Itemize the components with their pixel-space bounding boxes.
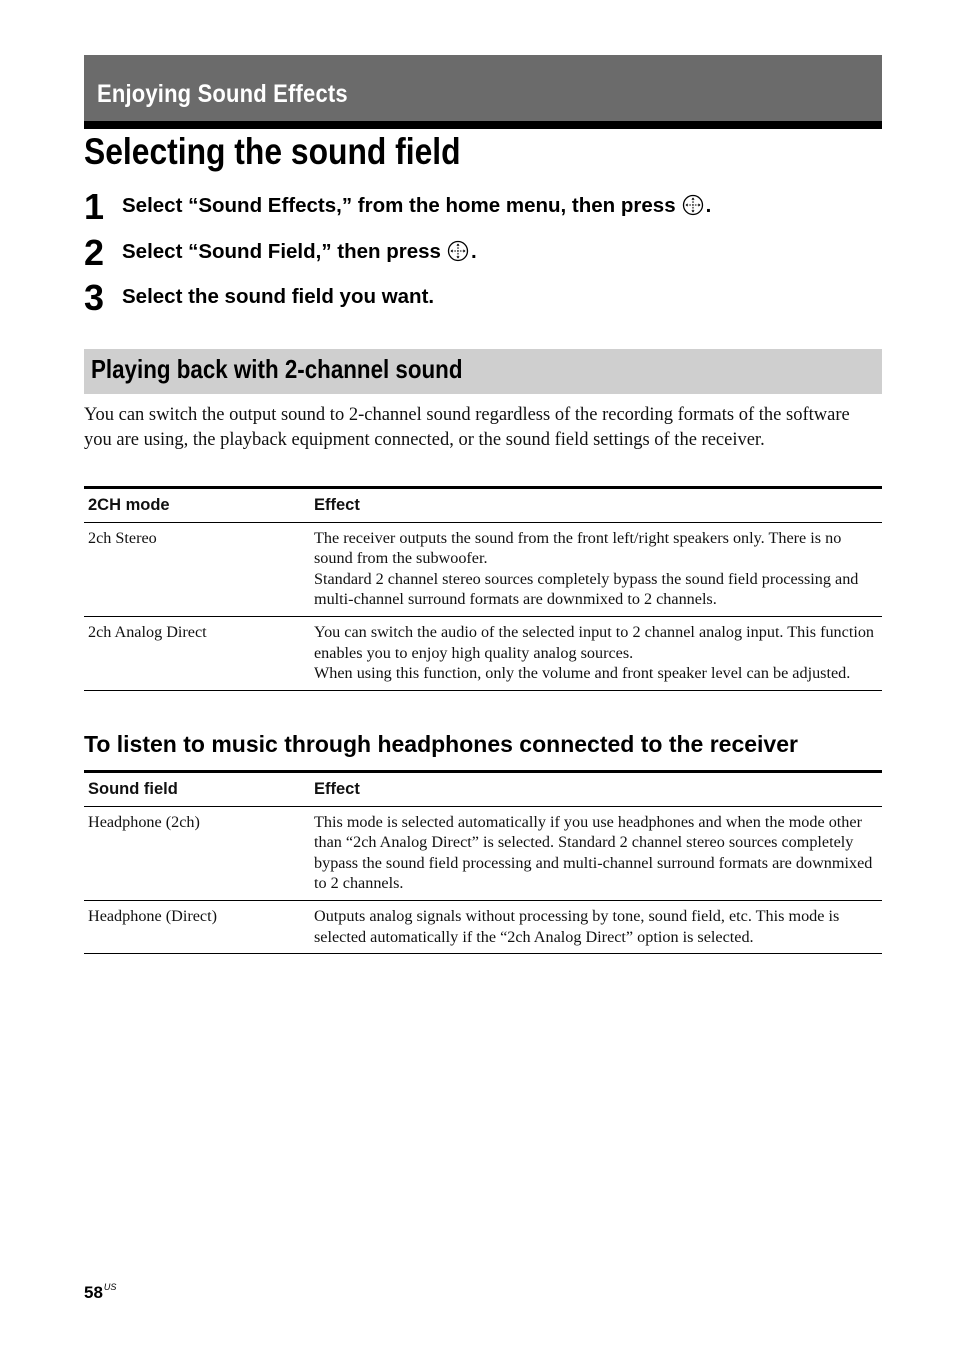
page-title: Selecting the sound field [84,131,461,172]
table-row [84,900,882,953]
mode-cell: 2ch Stereo [84,522,310,616]
step-suffix: . [705,194,712,217]
step-text [122,194,711,218]
step-number: 2 [84,232,105,273]
step-suffix: . [470,240,477,263]
step-text [122,240,477,264]
effect-cell: This mode is selected automatically if you use headphones and when the mode other than “2ch Analog Direct” is selected. Standard 2 channel stereo sources completely bypass the sound field processing and multi-channel surround formats are downmixed to 2 channels. [310,806,882,900]
mode-cell: Headphone (Direct) [84,900,310,953]
table-row [84,806,882,900]
section-header-rule [84,121,882,129]
mode-cell: Headphone (2ch) [84,806,310,900]
step-1 [84,186,884,226]
step-instruction: Select the sound field you want. [122,285,435,308]
headphones-heading: To listen to music through headphones connected to the receiver [84,731,798,757]
column-header: Effect [310,772,882,807]
effect-cell [310,522,882,616]
page-number-value: 58 [84,1283,103,1302]
section-title: Enjoying Sound Effects [97,80,348,108]
step-number: 3 [84,277,105,318]
step-instruction: Select “Sound Field,” then press [122,240,441,263]
enter-button-icon [447,240,469,262]
effect-text: When using this function, only the volume and front speaker level can be adjusted. [314,664,851,683]
table-row [84,522,882,616]
table-row [84,616,882,690]
headphone-sound-field-table [84,770,882,954]
step-text [122,285,434,309]
effect-text: You can switch the audio of the selected input to 2 channel analog input. This function enables you to enjoy high quality analog sources. [314,622,875,662]
effect-cell: Outputs analog signals without processing by tone, sound field, etc. This mode is selected automatically if the “2ch Analog Direct” option is selected. [310,900,882,953]
enter-button-icon [682,194,704,216]
column-header: 2CH mode [84,488,310,523]
subsection-title: Playing back with 2-channel sound [91,354,463,384]
mode-cell: 2ch Analog Direct [84,616,310,690]
step-number: 1 [84,186,105,227]
intro-paragraph: You can switch the output sound to 2-channel sound regardless of the recording formats of the software you are using, the playback equipment connected, or the sound field settings of the receiver. [84,405,850,450]
step-2 [84,232,884,272]
step-3 [84,277,884,317]
column-header: Sound field [84,772,310,807]
effect-text: The receiver outputs the sound from the front left/right speakers only. There is no sound from the subwoofer. [314,528,842,568]
step-instruction: Select “Sound Effects,” from the home menu, then press [122,194,676,217]
page-number [84,1282,116,1303]
page-region: US [103,1282,117,1292]
column-header: Effect [310,488,882,523]
effect-text: Standard 2 channel stereo sources completely bypass the sound field processing and multi-channel surround formats are downmixed to 2 channels. [314,569,859,609]
table-header-row [84,772,882,807]
table-header-row [84,488,882,523]
two-channel-mode-table [84,486,882,691]
effect-cell [310,616,882,690]
